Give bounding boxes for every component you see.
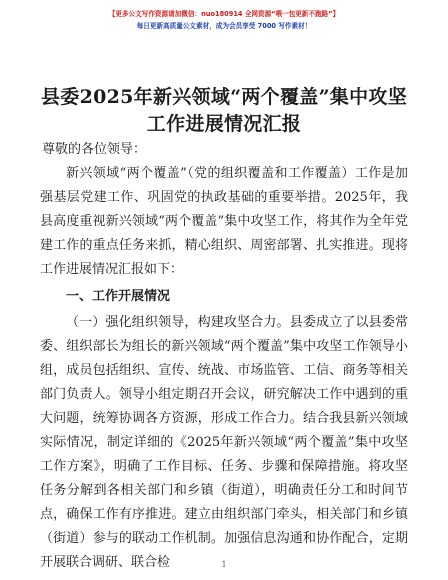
promo-banner-line-1: 【更多公文写作资源请加微信：nuo180914 全网资源“喂一包更新不跑路”】 bbox=[108, 10, 340, 18]
document-title: 县委2025年新兴领域“两个覆盖”集中攻坚工作进展情况汇报 bbox=[40, 86, 408, 135]
intro-paragraph: 新兴领域“两个覆盖”（党的组织覆盖和工作覆盖）工作是加强基层党建工作、巩固党的执政基础的重要举措。2025年，我县高度重视新兴领域“两个覆盖”集中攻坚工作，将其作为全年党建工作的重点任务来抓，精心组织、周密部署、扎实推进。现将工作进展情况汇报如下： bbox=[40, 166, 408, 277]
promo-banner bbox=[0, 8, 448, 32]
promo-banner-line-2: 每日更新高质量公文素材，成为会员享受 7000 写作素材！ bbox=[136, 22, 312, 30]
body-paragraph: （一）强化组织领导，构建攻坚合力。县委成立了以县委常委、组织部长为组长的新兴领域“两个覆盖”集中攻坚工作领导小组，成员包括组织、宣传、统战、市场监管、工信、商务等相关部门负责人。领导小组定期召开会议，研究解决工作中遇到的重大问题，统筹协调各方资源，形成工作合力。结合我县新兴领域实际情况，制定详细的《2025年新兴领域“两个覆盖”集中攻坚工作方案》，明确了工作目标、任务、步骤和保障措施。将攻坚任务分解到各相关部门和乡镇（街道），明确责任分工和时间节点，确保工作有序推进。建立由组织部门牵头，相关部门和乡镇（街道）参与的联动工作机制。加强信息沟通和协作配合，定期开展联合调研、联合检 bbox=[40, 315, 408, 570]
page-number: 1 bbox=[221, 560, 227, 569]
document-body bbox=[40, 138, 408, 575]
greeting: 尊敬的各位领导： bbox=[42, 142, 147, 157]
section-heading: 一、工作开展情况 bbox=[66, 289, 171, 304]
